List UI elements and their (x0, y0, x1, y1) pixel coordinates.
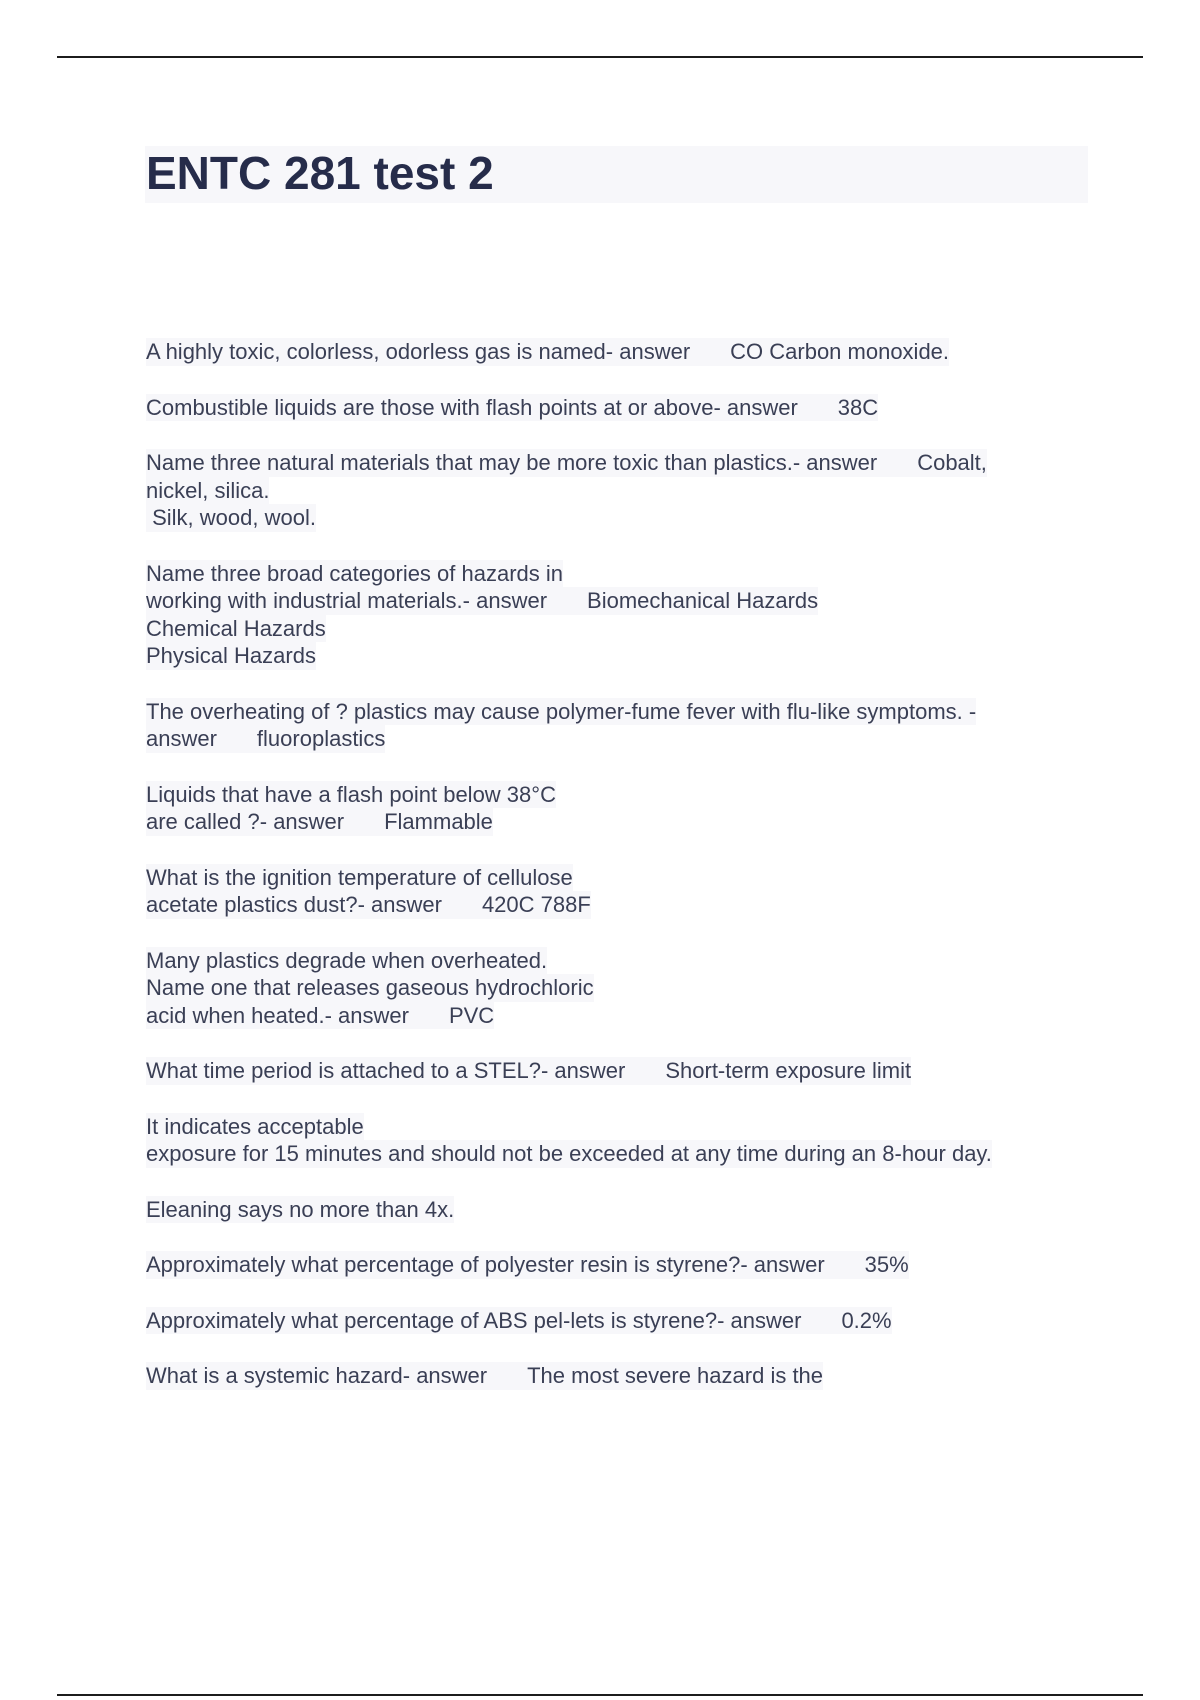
qa-line (146, 725, 385, 753)
qa-line (146, 698, 976, 726)
qa-line (146, 974, 594, 1002)
qa-line (146, 587, 818, 615)
answer-text: Physical Hazards (146, 643, 316, 668)
question-text: The overheating of ? plastics may cause polymer-fume fever with flu-like symptoms. - (146, 698, 977, 724)
answer-text: PVC (448, 1002, 495, 1028)
answer-text: The most severe hazard is the (527, 1363, 824, 1388)
qa-line (146, 449, 987, 477)
qa-item (146, 1251, 1096, 1279)
answer-separator: - answer (324, 1002, 409, 1028)
qa-list (146, 338, 1096, 1418)
question-text: What is the ignition temperature of cellulose (146, 864, 573, 890)
question-text: acid when heated. (146, 1002, 325, 1028)
answer-text: Chemical Hazards (146, 615, 326, 641)
answer-separator: - answer (717, 1307, 802, 1333)
qa-line (146, 1362, 823, 1390)
qa-line (146, 1113, 364, 1141)
answer-text: 38C (837, 394, 879, 420)
question-text: Liquids that have a flash point below 38°C (146, 781, 556, 807)
answer-text: Flammable (384, 809, 493, 834)
qa-item (146, 1307, 1096, 1335)
answer-text: Short-term exposure limit (665, 1058, 912, 1083)
qa-item (146, 560, 1096, 670)
body-text: Eleaning says no more than 4x. (146, 1196, 455, 1222)
question-text: Name three natural materials that may be more toxic than plastics. (146, 450, 793, 475)
answer-text: Silk, wood, wool. (146, 505, 316, 530)
qa-line (146, 1307, 892, 1335)
answer-text: Biomechanical Hazards (587, 588, 819, 613)
qa-line (146, 504, 316, 532)
qa-item (146, 1362, 1096, 1390)
answer-text: 35% (864, 1252, 909, 1277)
answer-separator: - answer (740, 1252, 825, 1277)
body-text: It indicates acceptable (146, 1113, 364, 1139)
qa-item (146, 449, 1096, 532)
qa-item (146, 698, 1096, 753)
qa-line (146, 560, 563, 588)
answer-separator: - answer (357, 892, 442, 917)
question-text: What is a systemic hazard (146, 1363, 403, 1388)
qa-line (146, 1140, 992, 1168)
answer-text: fluoroplastics (256, 726, 386, 751)
qa-line (146, 615, 326, 643)
question-text: working with industrial materials. (146, 588, 463, 613)
answer-separator: - answer (713, 394, 798, 420)
qa-item (146, 1196, 1096, 1224)
question-text: Combustible liquids are those with flash points at or above (146, 394, 714, 420)
qa-item (146, 947, 1096, 1030)
body-text: exposure for 15 minutes and should not be exceeded at any time during an 8-hour day. (146, 1141, 992, 1166)
answer-separator: - answer (792, 450, 878, 475)
qa-line (146, 642, 316, 670)
question-text: Many plastics degrade when overheated. (146, 947, 548, 973)
page-title: ENTC 281 test 2 (146, 147, 494, 199)
question-text: Approximately what percentage of ABS pel-lets is styrene? (146, 1307, 718, 1333)
question-text: Approximately what percentage of polyester resin is styrene? (146, 1252, 741, 1277)
question-text: What time period is attached to a STEL? (146, 1058, 541, 1083)
qa-item (146, 394, 1096, 422)
question-text: A highly toxic, colorless, odorless gas is named (146, 339, 606, 364)
qa-line (146, 1196, 454, 1224)
answer-separator: - answer (402, 1363, 488, 1388)
answer-separator: - answer (605, 339, 691, 364)
qa-item (146, 1057, 1096, 1085)
answer-text: CO Carbon monoxide. (730, 339, 950, 364)
answer-separator: - answer (540, 1058, 626, 1083)
question-text: acetate plastics dust? (146, 892, 358, 917)
qa-item (146, 781, 1096, 836)
answer-text: 420C 788F (481, 892, 591, 917)
answer-text: Cobalt, (917, 450, 987, 475)
question-text: Name three broad categories of hazards in (146, 560, 564, 586)
answer-text: nickel, silica. (146, 477, 270, 503)
qa-item (146, 1113, 1096, 1168)
qa-line (146, 1002, 494, 1030)
qa-item (146, 338, 1096, 366)
answer-separator: - answer (259, 809, 345, 834)
question-text: are called ? (146, 809, 260, 834)
qa-line (146, 1251, 909, 1279)
qa-item (146, 864, 1096, 919)
qa-line (146, 947, 547, 975)
qa-line (146, 394, 878, 422)
answer-separator: answer (146, 726, 217, 751)
qa-line (146, 338, 949, 366)
qa-line (146, 1057, 911, 1085)
qa-line (146, 864, 573, 892)
qa-line (146, 808, 493, 836)
qa-line (146, 891, 591, 919)
qa-line (146, 477, 269, 505)
answer-text: 0.2% (841, 1307, 892, 1333)
answer-separator: - answer (462, 588, 548, 613)
top-rule (57, 56, 1143, 58)
qa-line (146, 781, 556, 809)
question-text: Name one that releases gaseous hydrochloric (146, 975, 594, 1000)
bottom-rule (57, 1694, 1143, 1696)
